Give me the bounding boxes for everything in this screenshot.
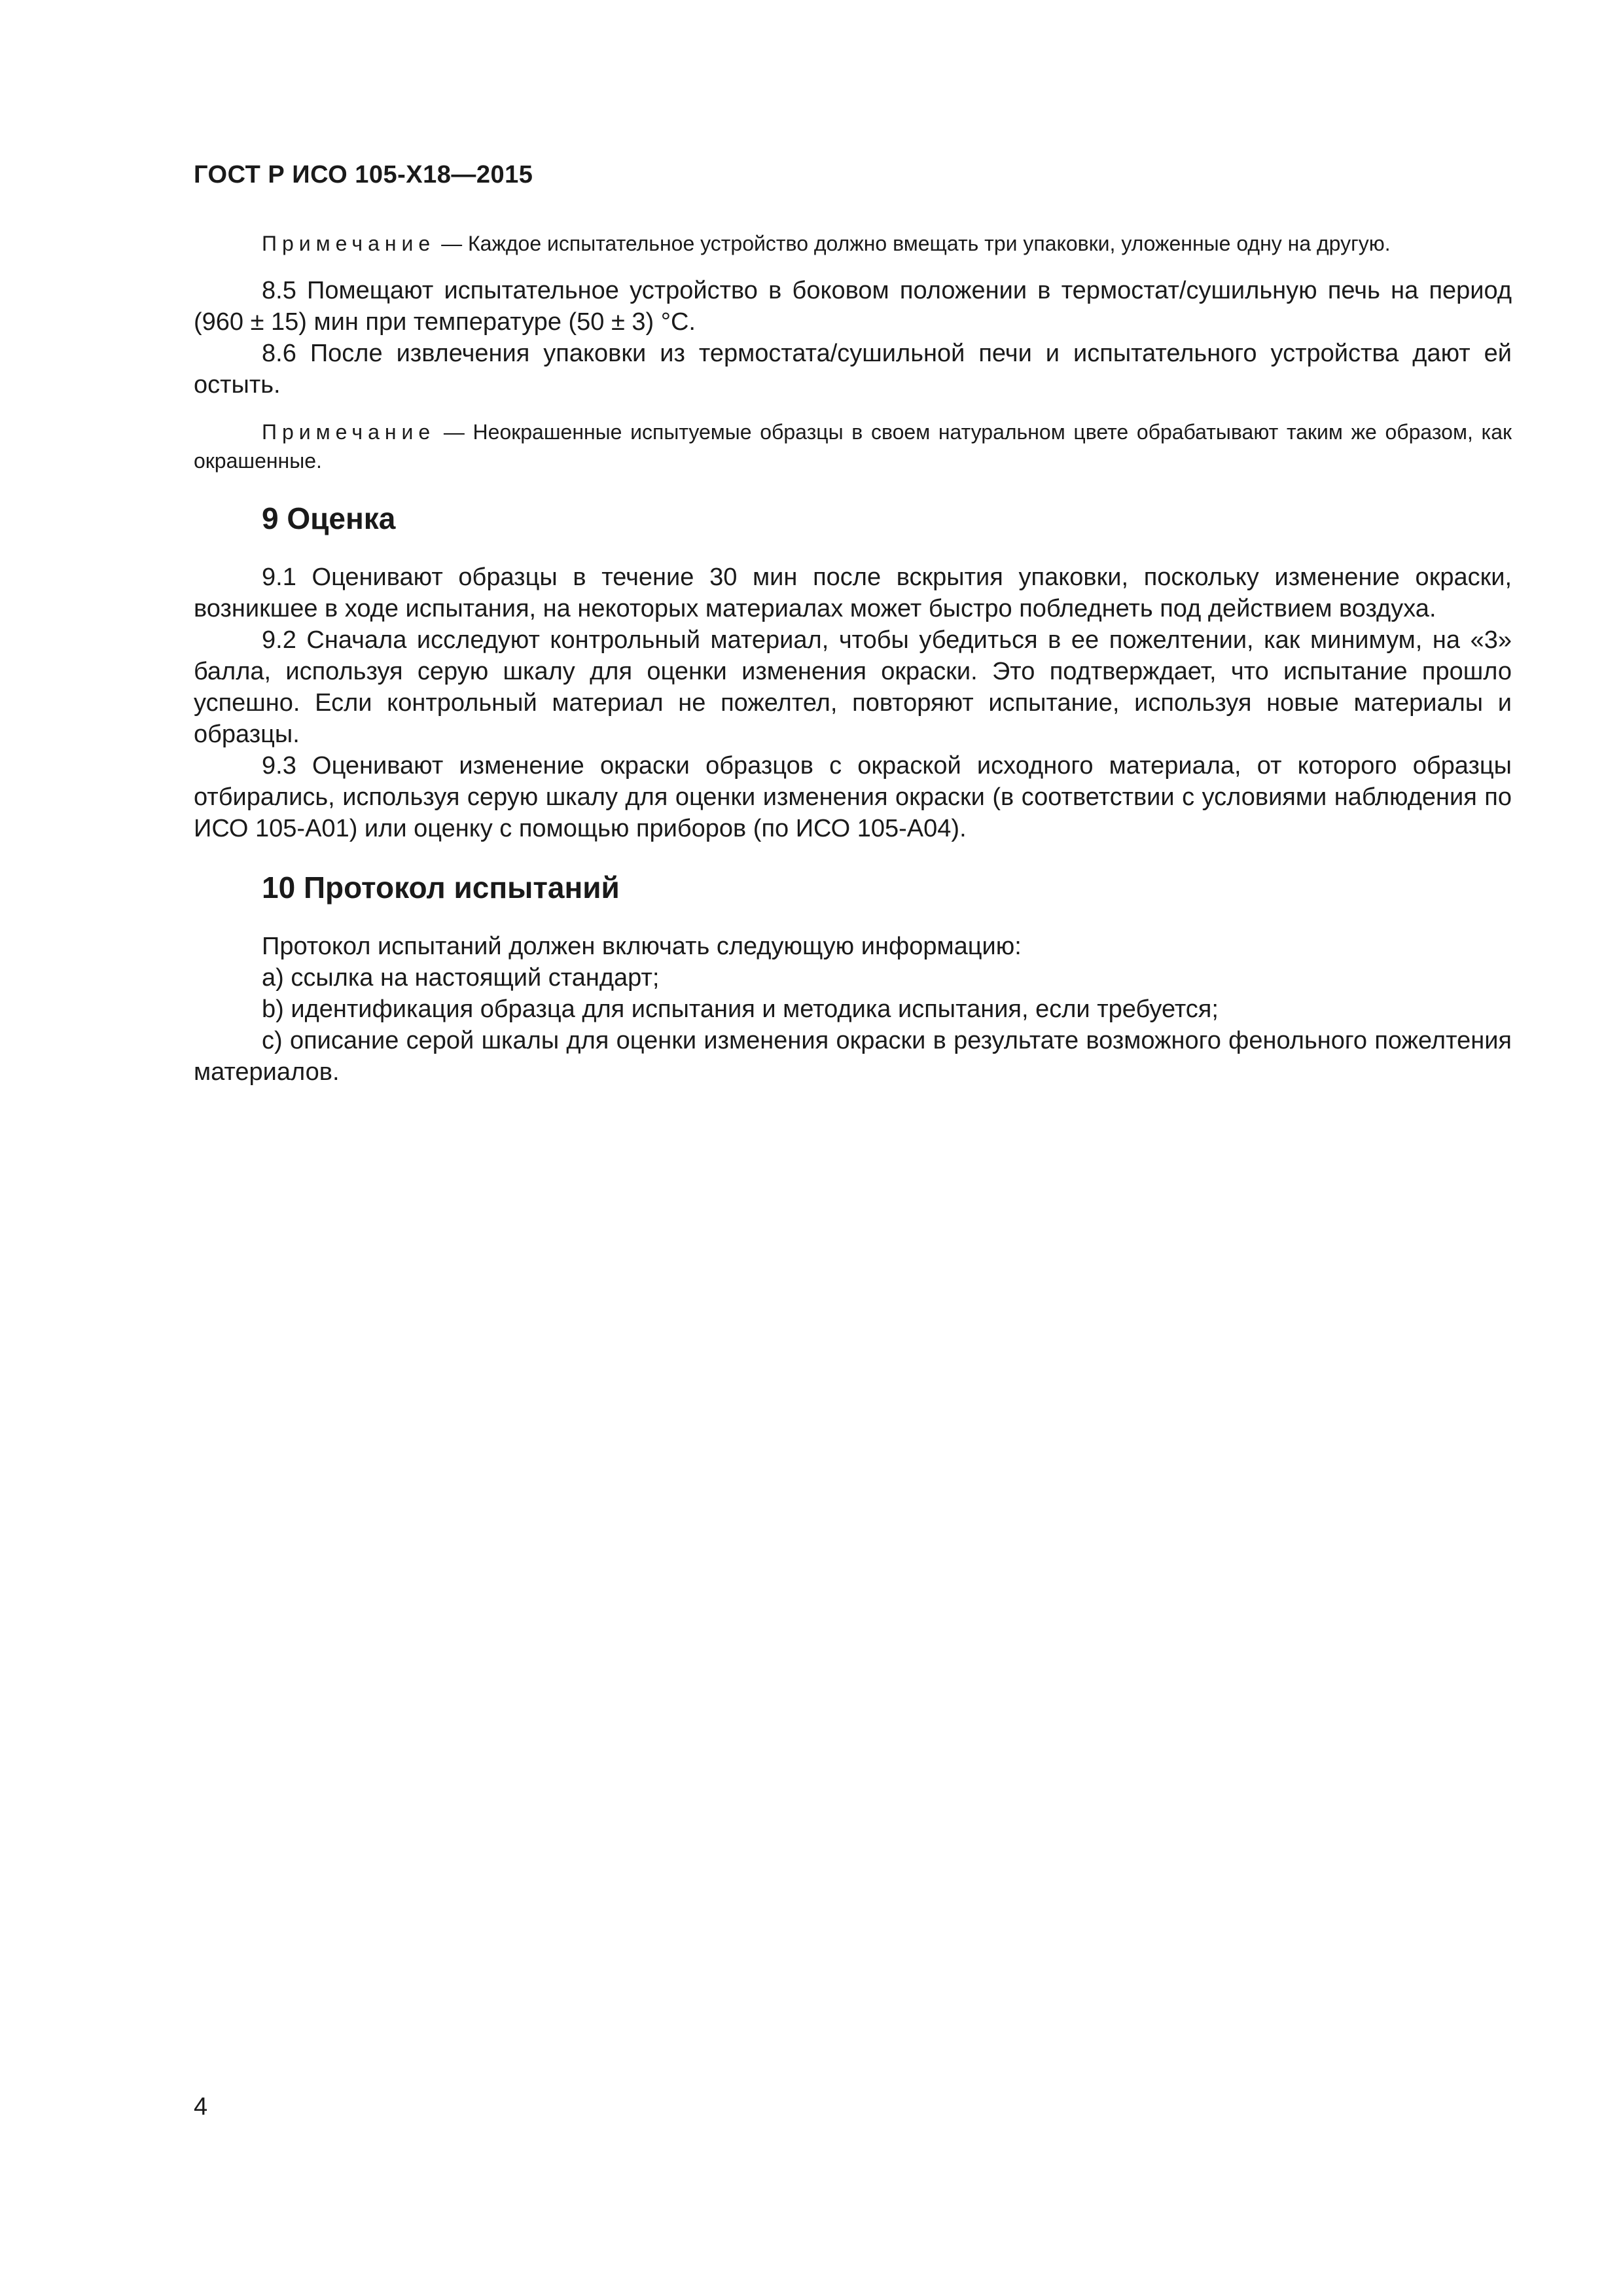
document-body bbox=[194, 229, 1512, 1088]
section-9-heading: 9 Оценка bbox=[262, 501, 396, 535]
page-number: 4 bbox=[194, 2093, 208, 2121]
paragraph-8-6: 8.6 После извлечения упаковки из термостата/сушильной печи и испытательного устройства дают ей остыть. bbox=[194, 340, 1512, 399]
paragraph-10-intro: Протокол испытаний должен включать следующую информацию: bbox=[262, 933, 1022, 960]
paragraph-9-3: 9.3 Оценивают изменение окраски образцов с окраской исходного материала, от которого образцы отбирались, используя серую шкалу для оценки изменения окраски (в соответствии с условиями наблюдения по ИСО 105-А01) или оценку с помощью приборов (по ИСО 105-А04). bbox=[194, 752, 1512, 842]
note-1 bbox=[194, 229, 1512, 258]
list-item-a: а) ссылка на настоящий стандарт; bbox=[262, 964, 660, 992]
section-10-heading: 10 Протокол испытаний bbox=[262, 870, 620, 905]
note-2-text: — Неокрашенные испытуемые образцы в своем натуральном цвете обрабатывают таким же образом, как окрашенные. bbox=[194, 420, 1512, 473]
paragraph-9-2: 9.2 Сначала исследуют контрольный материал, чтобы убедиться в ее пожелтении, как минимум, на «3» балла, используя серую шкалу для оценки изменения окраски. Это подтверждает, что испытание прошло успешно. Если контрольный материал не пожелтел, повторяют испытание, используя новые материалы и образцы. bbox=[194, 626, 1512, 748]
note-label: Примечание bbox=[262, 232, 436, 255]
paragraph-9-1: 9.1 Оценивают образцы в течение 30 мин после вскрытия упаковки, поскольку изменение окраски, возникшее в ходе испытания, на некоторых материалах может быстро побледнеть под действием воздуха. bbox=[194, 564, 1512, 622]
list-item-c: с) описание серой шкалы для оценки изменения окраски в результате возможного фенольного пожелтения материалов. bbox=[194, 1027, 1512, 1086]
list-item-b: b) идентификация образца для испытания и методика испытания, если требуется; bbox=[262, 996, 1219, 1023]
document-header: ГОСТ Р ИСО 105-Х18—2015 bbox=[194, 161, 533, 188]
note-2 bbox=[194, 418, 1512, 475]
note-label: Примечание bbox=[262, 420, 436, 444]
paragraph-8-5: 8.5 Помещают испытательное устройство в боковом положении в термостат/сушильную печь на период (960 ± 15) мин при температуре (50 ± 3) °С. bbox=[194, 277, 1512, 336]
note-1-text: — Каждое испытательное устройство должно вмещать три упаковки, уложенные одну на другую. bbox=[441, 232, 1391, 255]
